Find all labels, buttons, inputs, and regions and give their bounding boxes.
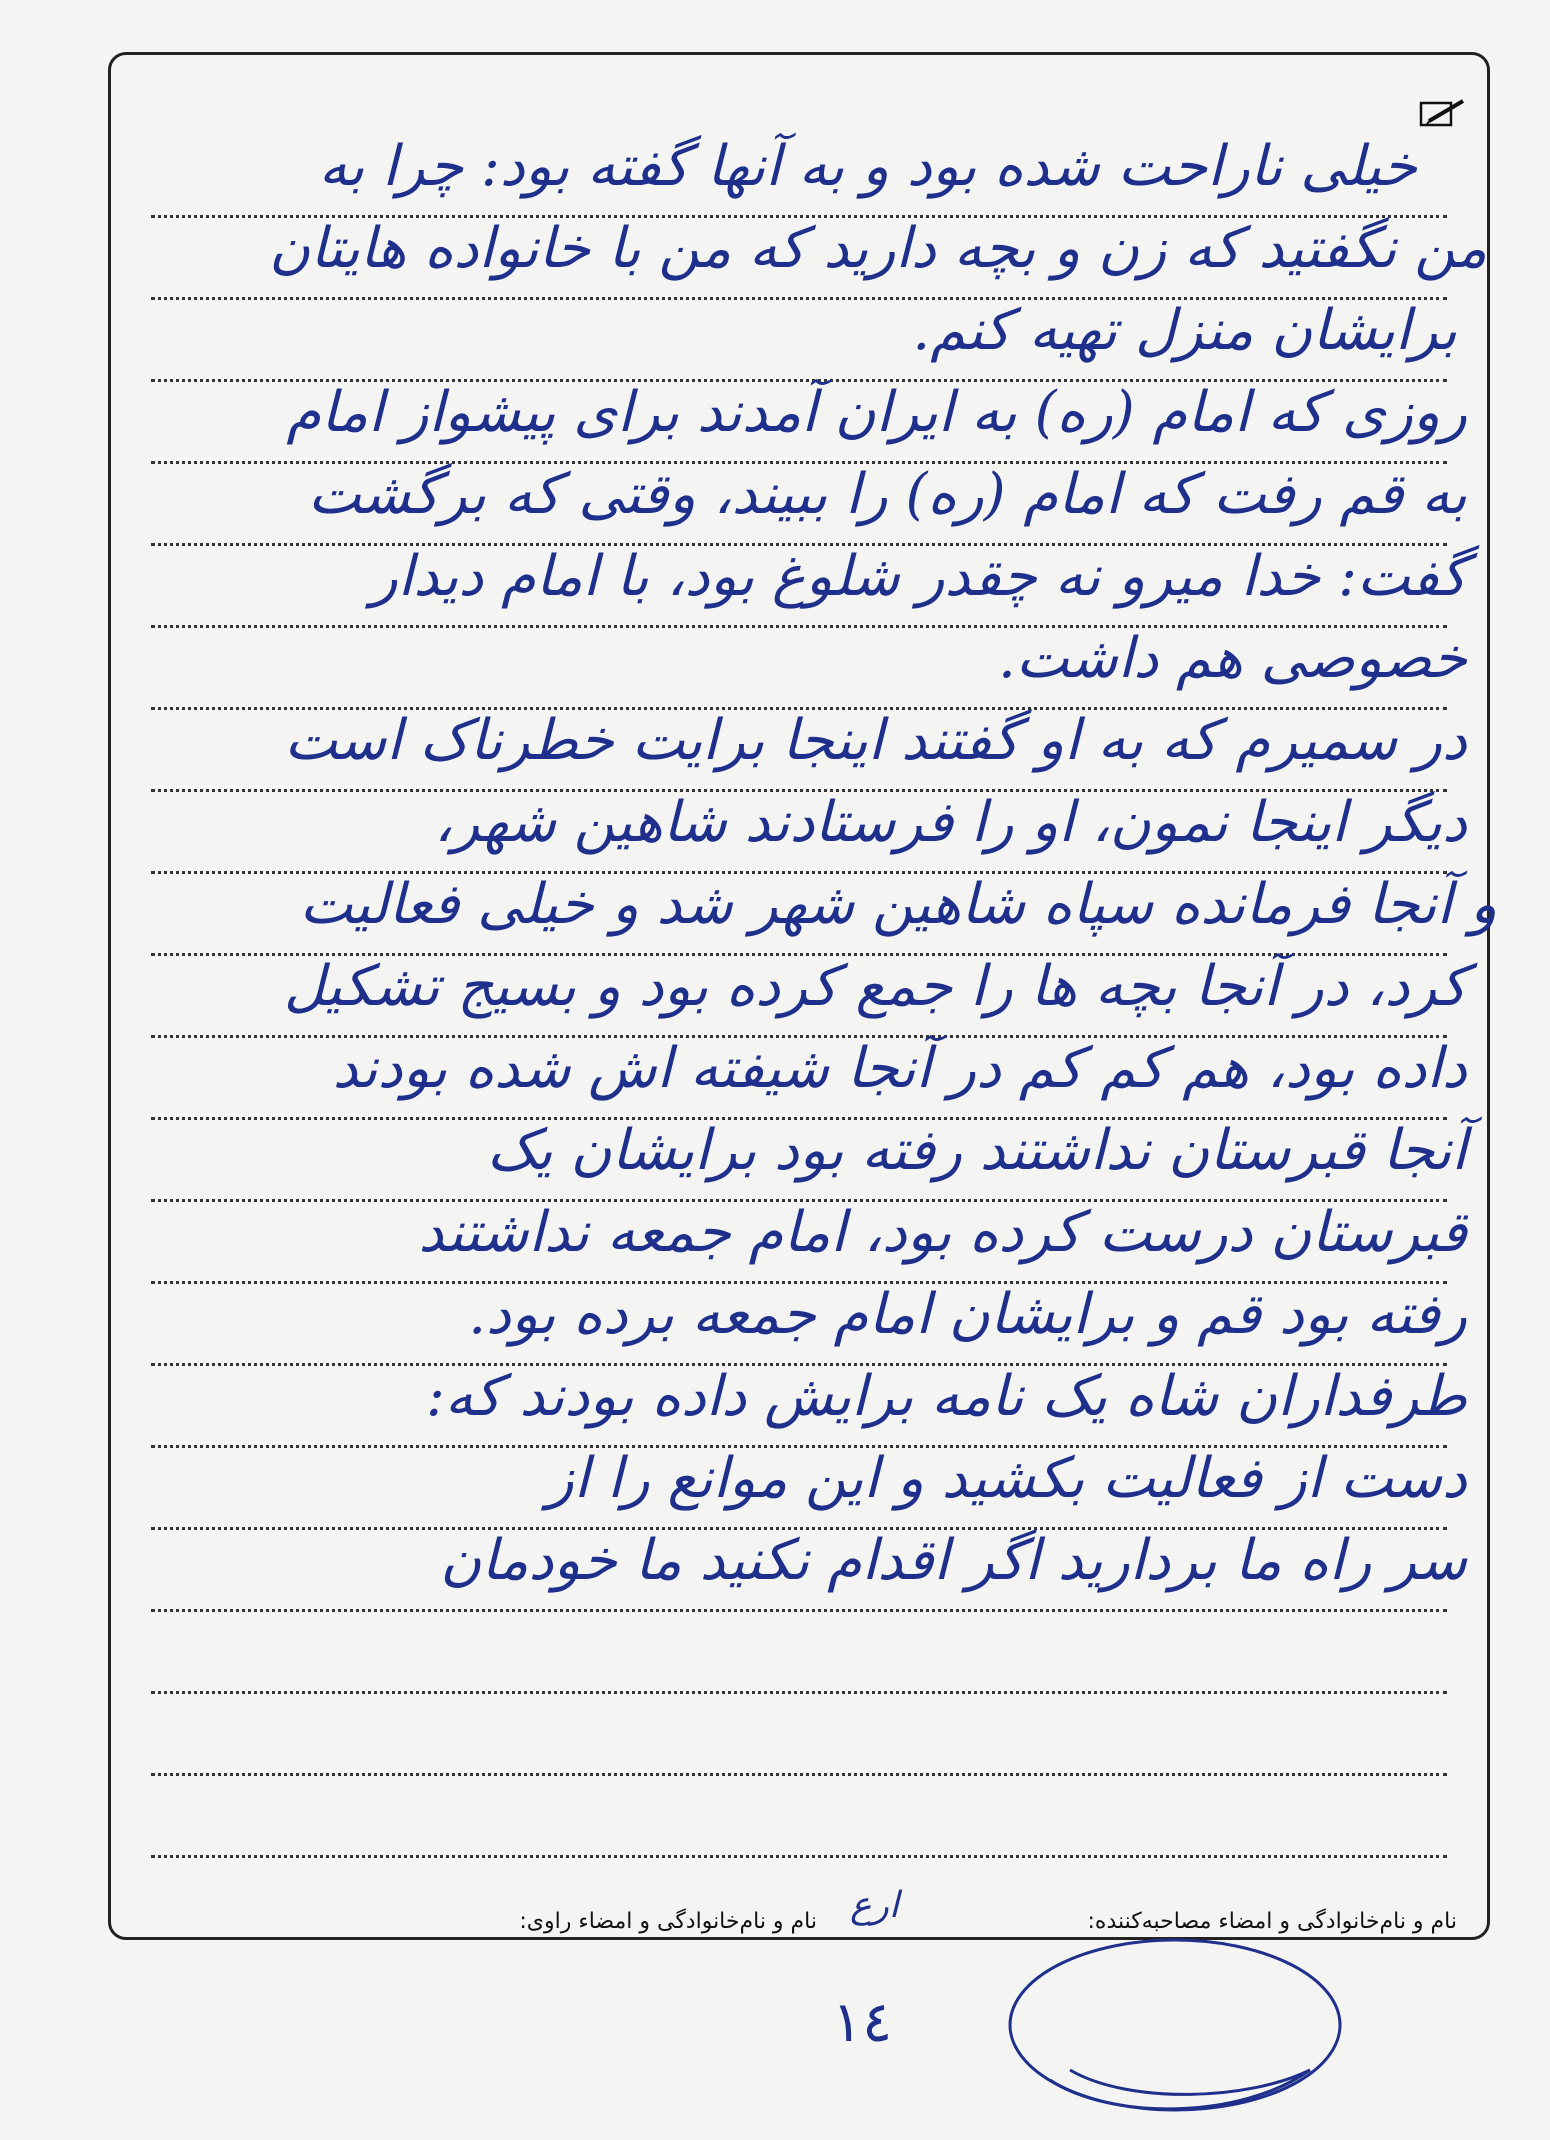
- handwritten-line: خیلی ناراحت شده بود و به آنها گفته بود: چرا به: [318, 134, 1417, 199]
- handwritten-line: طرفداران شاه یک نامه برایش داده بودند که:: [425, 1364, 1467, 1429]
- handwritten-line: دیگر اینجا نمون، او را فرستادند شاهین شهر،: [434, 790, 1467, 855]
- rule-line: [151, 1855, 1447, 1858]
- handwritten-line: برایشان منزل تهیه کنم.: [912, 298, 1457, 363]
- handwritten-line: آنجا قبرستان نداشتند رفته بود برایشان یک: [486, 1118, 1467, 1183]
- handwritten-line: کرد، در آنجا بچه ها را جمع کرده بود و بسیج تشکیل: [283, 954, 1467, 1019]
- handwritten-line: گفت: خدا میرو نه چقدر شلوغ بود، با امام دیدار: [370, 544, 1467, 609]
- handwritten-line: در سمیرم که به او گفتند اینجا برایت خطرناک است: [284, 708, 1467, 773]
- rule-line: [151, 1609, 1447, 1612]
- handwritten-line: به قم رفت که امام (ره) را ببیند، وقتی که برگشت: [307, 462, 1467, 527]
- handwritten-line: رفته بود قم و برایشان امام جمعه برده بود.: [468, 1282, 1467, 1347]
- interviewer-signature: ارع: [850, 1885, 899, 1926]
- interviewer-signature-label: نام و نام‌خانوادگی و امضاء مصاحبه‌کننده:: [1087, 1909, 1457, 1934]
- rule-line: [151, 1691, 1447, 1694]
- handwritten-line: و آنجا فرمانده سپاه شاهین شهر شد و خیلی فعالیت: [299, 872, 1497, 937]
- handwritten-line: سر راه ما بردارید اگر اقدام نکنید ما خودمان: [440, 1528, 1467, 1593]
- handwritten-line: قبرستان درست کرده بود، امام جمعه نداشتند: [418, 1200, 1467, 1265]
- narrator-signature-label: نام و نام‌خانوادگی و امضاء راوی:: [519, 1909, 817, 1934]
- page-number: ١٤: [832, 1990, 893, 2055]
- page-frame: [108, 52, 1497, 1940]
- handwritten-line: خصوصی هم داشت.: [998, 626, 1467, 691]
- stamp-oval-icon: [990, 1930, 1360, 2140]
- rule-line: [151, 1773, 1447, 1776]
- handwritten-line: روزی که امام (ره) به ایران آمدند برای پیشواز امام: [286, 380, 1467, 445]
- handwritten-line: دست از فعالیت بکشید و این موانع را از: [546, 1446, 1467, 1511]
- handwritten-line: من نگفتید که زن و بچه دارید که من با خانواده هایتان: [269, 216, 1487, 281]
- handwritten-line: داده بود، هم کم کم در آنجا شیفته اش شده بودند: [332, 1036, 1467, 1101]
- pen-writing-icon: [1419, 97, 1465, 131]
